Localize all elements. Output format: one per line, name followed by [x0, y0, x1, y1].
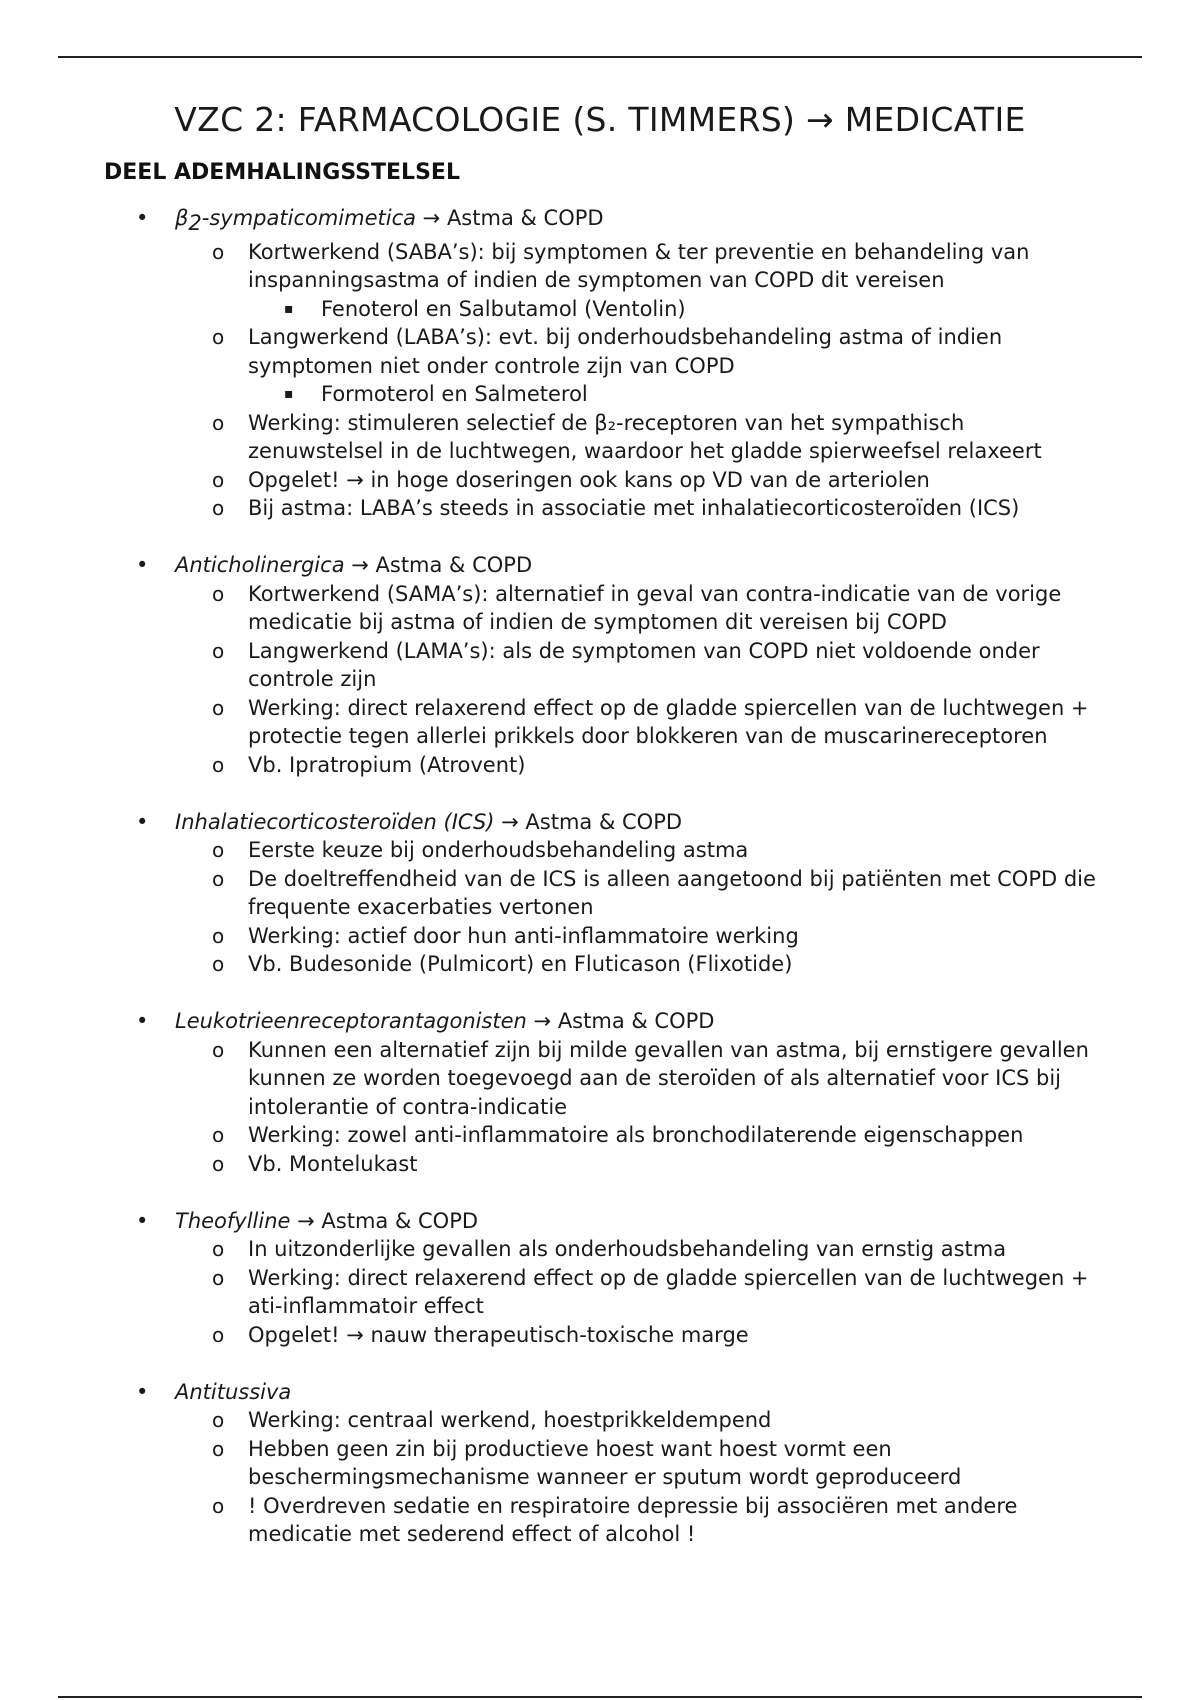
sub-item — [0, 580, 1200, 637]
page-title: VZC 2: FARMACOLOGIE (S. TIMMERS) → MEDICATIE — [174, 100, 1026, 139]
sub-item-text: Langwerkend (LABA’s): evt. bij onderhoudsbehandeling astma of indien symptomen niet onder controle zijn van COPD — [248, 325, 1003, 378]
top-rule — [58, 56, 1142, 58]
heading-subscript: 2 — [188, 211, 202, 236]
sub-item — [0, 751, 1200, 780]
group-heading-name: Leukotrieenreceptorantagonisten — [175, 1009, 527, 1034]
group-heading-name: Antitussiva — [175, 1379, 292, 1404]
group-heading — [175, 1207, 1200, 1236]
bullet-mark: • — [136, 809, 149, 834]
bullet-mark: • — [136, 206, 149, 230]
sub-bullet-mark: o — [212, 1037, 225, 1062]
group-indication: → Astma & COPD — [526, 1009, 715, 1034]
group-indication: → Astma & COPD — [416, 206, 604, 230]
sub-item-text: Werking: centraal werkend, hoestprikkeldempend — [248, 1408, 772, 1433]
group-heading — [175, 551, 1200, 580]
group-items — [0, 580, 1200, 780]
sub-item-text: Opgelet! → nauw therapeutisch-toxische marge — [248, 1322, 749, 1347]
group-items — [0, 1406, 1200, 1549]
subsub-item — [0, 295, 1200, 324]
sub-bullet-mark: o — [212, 1123, 225, 1148]
bottom-rule — [58, 1696, 1142, 1698]
sub-bullet-mark: o — [212, 325, 225, 350]
sub-item — [0, 409, 1200, 466]
sub-item — [0, 694, 1200, 751]
sub-bullet-mark: o — [212, 752, 225, 777]
sub-item-text: Werking: actief door hun anti-inflammatoire werking — [248, 923, 799, 948]
sub-bullet-mark: o — [212, 923, 225, 948]
sub-item-text: Vb. Ipratropium (Atrovent) — [248, 752, 526, 777]
sub-item-text: Hebben geen zin bij productieve hoest want hoest vormt een beschermingsmechanisme wanneer er sputum wordt geproduceerd — [248, 1436, 962, 1490]
sub-bullet-mark: o — [212, 410, 225, 435]
sub-item-text: Kortwerkend (SAMA’s): alternatief in geval van contra-indicatie van de vorige medicatie bij astma of indien de symptomen dit vereisen bij COPD — [248, 581, 1062, 635]
sub-item — [0, 1492, 1200, 1549]
sub-item-text: In uitzonderlijke gevallen als onderhoudsbehandeling van ernstig astma — [248, 1237, 1007, 1262]
group-heading-name: Theofylline — [175, 1208, 291, 1233]
sub-item — [0, 836, 1200, 865]
group-heading-name: Inhalatiecorticosteroïden (ICS) — [175, 809, 495, 834]
group-items — [0, 238, 1200, 523]
sub-item — [0, 1435, 1200, 1492]
sub-item-text: Kortwerkend (SABA’s): bij symptomen & ter preventie en behandeling van inspanningsastma of indien de symptomen van COPD dit vereisen — [248, 239, 1030, 293]
sub-bullet-mark: o — [212, 866, 225, 891]
sub-item-text: Eerste keuze bij onderhoudsbehandeling astma — [248, 838, 749, 863]
sub-item — [0, 922, 1200, 951]
bullet-mark: • — [136, 1208, 149, 1233]
sub-item — [0, 323, 1200, 380]
medication-group — [0, 1378, 1200, 1549]
sub-item-text: Werking: direct relaxerend effect op de gladde spiercellen van de luchtwegen + protectie tegen allerlei prikkels door blokkeren van de muscarinereceptoren — [248, 695, 1089, 749]
sub-item-text: Langwerkend (LAMA’s): als de symptomen van COPD niet voldoende onder controle zijn — [248, 638, 1040, 692]
section-heading: DEEL ADEMHALINGSSTELSEL — [104, 160, 460, 185]
group-heading — [175, 1007, 1200, 1036]
sub-bullet-mark: o — [212, 1436, 225, 1461]
sub-item — [0, 950, 1200, 979]
sub-item — [0, 1321, 1200, 1350]
sub-item-text: Werking: direct relaxerend effect op de gladde spiercellen van de luchtwegen + ati-inflammatoir effect — [248, 1265, 1089, 1319]
sub-item-text: Bij astma: LABA’s steeds in associatie met inhalatiecorticosteroïden (ICS) — [248, 496, 1020, 521]
group-indication: → Astma & COPD — [290, 1208, 479, 1233]
sub-item-text: De doeltreffendheid van de ICS is alleen aangetoond bij patiënten met COPD die frequente exacerbaties vertonen — [248, 866, 1096, 920]
sub-bullet-mark: o — [212, 467, 225, 492]
sub-bullet-mark: o — [212, 1237, 225, 1262]
sub-bullet-mark: o — [212, 1493, 225, 1518]
bullet-mark: • — [136, 1379, 149, 1404]
medication-group — [0, 551, 1200, 779]
group-indication: → Astma & COPD — [494, 809, 683, 834]
sub-item — [0, 1036, 1200, 1122]
sub-bullet-mark: o — [212, 695, 225, 720]
sub-item — [0, 637, 1200, 694]
subsub-bullet-mark: ▪ — [284, 386, 294, 403]
sub-item — [0, 1121, 1200, 1150]
subsub-bullet-mark: ▪ — [284, 300, 294, 317]
sub-bullet-mark: o — [212, 1151, 225, 1176]
sub-bullet-mark: o — [212, 1322, 225, 1347]
subsub-item-text: Fenoterol en Salbutamol (Ventolin) — [321, 296, 686, 321]
sub-item-text: Werking: zowel anti-inflammatoire als bronchodilaterende eigenschappen — [248, 1123, 1024, 1148]
group-heading — [175, 1378, 1200, 1407]
sub-item — [0, 1406, 1200, 1435]
sub-item-text: Vb. Montelukast — [248, 1151, 418, 1176]
bullet-mark: • — [136, 1009, 149, 1034]
subsub-item — [0, 380, 1200, 409]
sub-item — [0, 1150, 1200, 1179]
group-heading — [175, 204, 1200, 238]
sub-bullet-mark: o — [212, 581, 225, 606]
sub-item-text: Werking: stimuleren selectief de β₂-receptoren van het sympathisch zenuwstelsel in de luchtwegen, waardoor het gladde spierweefsel relaxeert — [248, 410, 1042, 464]
medication-group — [0, 204, 1200, 523]
sub-bullet-mark: o — [212, 1265, 225, 1290]
medication-group — [0, 1207, 1200, 1350]
sub-bullet-mark: o — [212, 952, 225, 977]
sub-item — [0, 238, 1200, 295]
subsub-item-text: Formoterol en Salmeterol — [321, 382, 588, 407]
group-indication: → Astma & COPD — [344, 553, 533, 578]
sub-item — [0, 1235, 1200, 1264]
sub-item-text: ! Overdreven sedatie en respiratoire depressie bij associëren met andere medicatie met sederend effect of alcohol ! — [248, 1493, 1018, 1547]
bullet-mark: • — [136, 553, 149, 578]
sub-item — [0, 466, 1200, 495]
sub-item — [0, 865, 1200, 922]
group-items — [0, 1235, 1200, 1349]
sub-item — [0, 494, 1200, 523]
sub-bullet-mark: o — [212, 239, 225, 264]
sub-item-text: Kunnen een alternatief zijn bij milde gevallen van astma, bij ernstigere gevallen kunnen ze worden toegevoegd aan de steroïden of als alternatief voor ICS bij intolerantie of contra-indicatie — [248, 1037, 1089, 1119]
group-heading-name: $\beta_2$-sympaticomimetica — [175, 206, 416, 236]
sub-item-text: Opgelet! → in hoge doseringen ook kans op VD van de arteriolen — [248, 467, 930, 492]
sub-bullet-mark: o — [212, 1408, 225, 1433]
sub-item — [0, 1264, 1200, 1321]
document-body — [0, 204, 1200, 1549]
group-items — [0, 836, 1200, 979]
medication-group — [0, 808, 1200, 979]
sub-bullet-mark: o — [212, 838, 225, 863]
sub-bullet-mark: o — [212, 638, 225, 663]
sub-item-text: Vb. Budesonide (Pulmicort) en Fluticason (Flixotide) — [248, 952, 793, 977]
group-items — [0, 1036, 1200, 1179]
group-heading-name: Anticholinergica — [175, 553, 345, 578]
group-heading — [175, 808, 1200, 837]
sub-bullet-mark: o — [212, 496, 225, 521]
medication-group — [0, 1007, 1200, 1178]
